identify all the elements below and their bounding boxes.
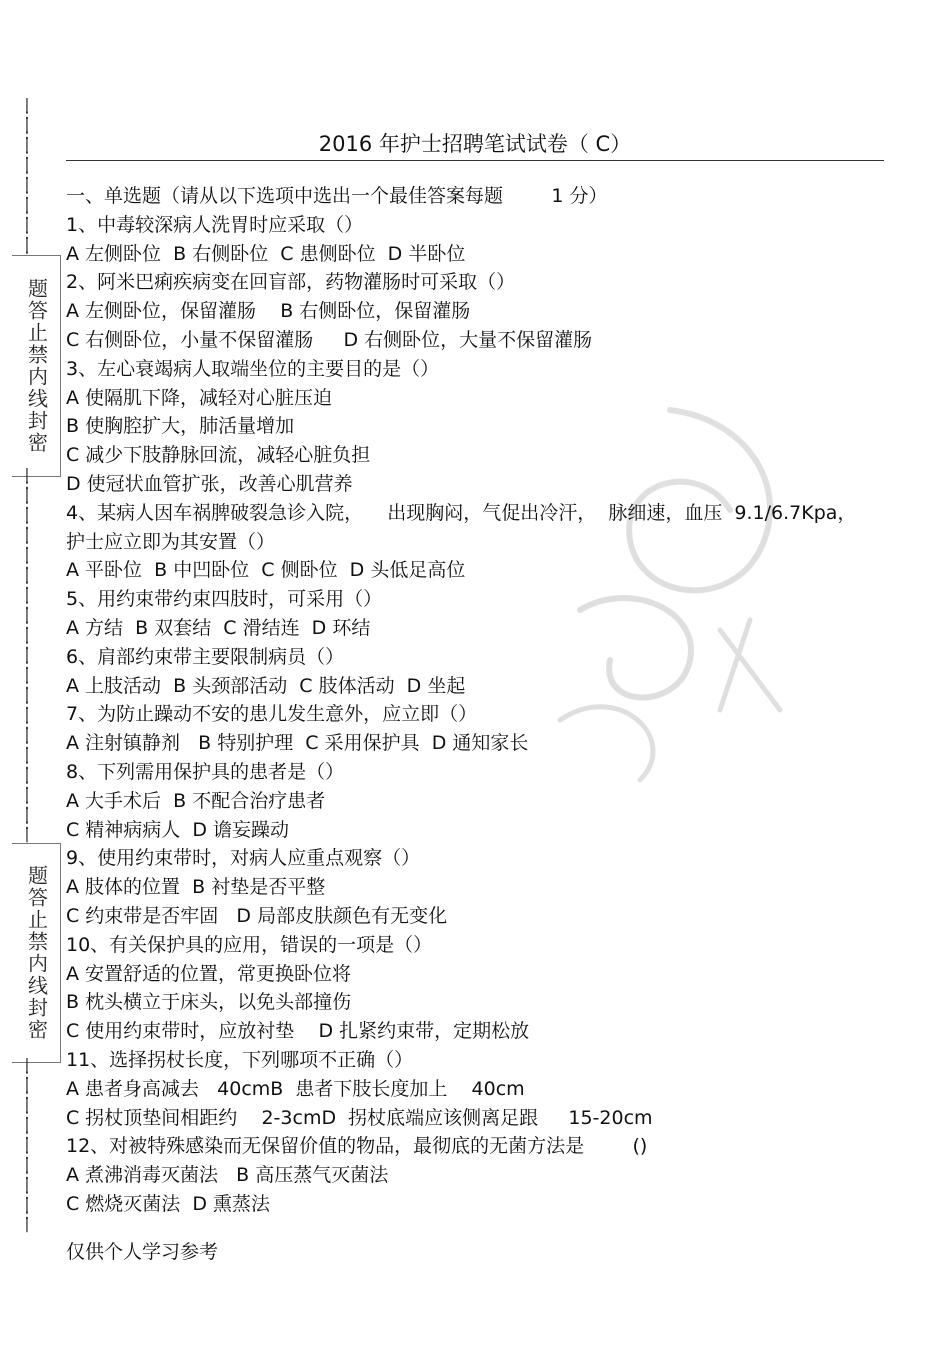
answer-options: C 减少下肢静脉回流，减轻心脏负担 — [66, 444, 371, 467]
footer-note: 仅供个人学习参考 — [66, 1241, 219, 1263]
seal-label-text: 题答止禁内线封密 — [24, 865, 49, 1041]
answer-options: A 安置舒适的位置，常更换卧位将 — [66, 962, 352, 985]
page-title: 2016 年护士招聘笔试试卷（ C） — [318, 132, 632, 156]
answer-options: A 肢体的位置 B 衬垫是否平整 — [66, 876, 326, 899]
seal-label-box — [12, 843, 61, 1063]
answer-options: D 使冠状血管扩张，改善心肌营养 — [66, 472, 353, 495]
seal-dashed-line: | : | : | : | : | : | : | : | : | : | : | : | : | : | : | : | : | : | : | — [22, 467, 32, 843]
answer-options: A 平卧位 B 中凹卧位 C 侧卧位 D 头低足高位 — [66, 559, 466, 582]
question-text: 6、肩部约束带主要限制病员（） — [66, 645, 345, 668]
answer-options: C 拐杖顶垫间相距约 2-3cmD 拐杖底端应该侧离足跟 15-20cm — [66, 1106, 653, 1129]
question-list — [66, 182, 886, 1219]
answer-options: C 精神病病人 D 谵妄躁动 — [66, 818, 290, 841]
answer-options: B 枕头横立于床头，以免头部撞伤 — [66, 991, 352, 1014]
question-text: 3、左心衰竭病人取端坐位的主要目的是（） — [66, 357, 440, 380]
question-text: 4、某病人因车祸脾破裂急诊入院， 出现胸闷，气促出冷汗， 脉细速，血压 9.1/6.7Kpa， — [66, 501, 857, 524]
answer-options: A 使隔肌下降，减轻对心脏压迫 — [66, 386, 333, 409]
answer-options: A 左侧卧位 B 右侧卧位 C 患侧卧位 D 半卧位 — [66, 242, 466, 265]
answer-options: A 上肢活动 B 头颈部活动 C 肢体活动 D 坐起 — [66, 674, 466, 697]
answer-options: A 患者身高减去 40cmB 患者下肢长度加上 40cm — [66, 1077, 525, 1100]
question-text: 10、有关保护具的应用，错误的一项是（） — [66, 933, 433, 956]
question-text: 9、使用约束带时，对病人应重点观察（） — [66, 847, 421, 870]
question-text: 1、中毒较深病人洗胃时应采取（） — [66, 213, 364, 236]
seal-label-text: 题答止禁内线封密 — [24, 278, 49, 454]
seal-label-box — [12, 255, 61, 477]
answer-options: C 右侧卧位，小量不保留灌肠 D 右侧卧位，大量不保留灌肠 — [66, 328, 593, 351]
title-divider — [66, 160, 884, 161]
answer-options: C 使用约束带时，应放衬垫 D 扎紧约束带，定期松放 — [66, 1020, 530, 1043]
seal-dashed-line: | : | : | : | : | : | : | : | : | — [22, 1057, 32, 1233]
question-text: 2、阿米巴痢疾病变在回盲部，药物灌肠时可采取（） — [66, 271, 516, 294]
answer-options: A 煮沸消毒灭菌法 B 高压蒸气灭菌法 — [66, 1164, 389, 1187]
question-text: 7、为防止躁动不安的患儿发生意外，应立即（） — [66, 703, 478, 726]
section-heading: 一、单选题（请从以下选项中选出一个最佳答案每题 1 分） — [66, 185, 608, 207]
question-text: 11、选择拐杖长度，下列哪项不正确（） — [66, 1048, 414, 1071]
answer-options: C 燃烧灭菌法 D 熏蒸法 — [66, 1192, 271, 1215]
answer-options: C 约束带是否牢固 D 局部皮肤颜色有无变化 — [66, 904, 448, 927]
answer-options: A 大手术后 B 不配合治疗患者 — [66, 789, 326, 812]
question-text: 8、下列需用保护具的患者是（） — [66, 760, 345, 783]
question-text: 护士应立即为其安置（） — [66, 530, 276, 553]
answer-options: A 方结 B 双套结 C 滑结连 D 环结 — [66, 616, 371, 639]
question-text: 5、用约束带约束四肢时，可采用（） — [66, 588, 383, 611]
answer-options: A 注射镇静剂 B 特别护理 C 采用保护具 D 通知家长 — [66, 732, 529, 755]
question-text: 12、对被特殊感染而无保留价值的物品，最彻底的无菌方法是 () — [66, 1135, 648, 1158]
answer-options: A 左侧卧位，保留灌肠 B 右侧卧位，保留灌肠 — [66, 300, 471, 323]
seal-dashed-line: | : | : | : | : | : | : | : | — [22, 97, 32, 253]
answer-options: B 使胸腔扩大，肺活量增加 — [66, 415, 295, 438]
